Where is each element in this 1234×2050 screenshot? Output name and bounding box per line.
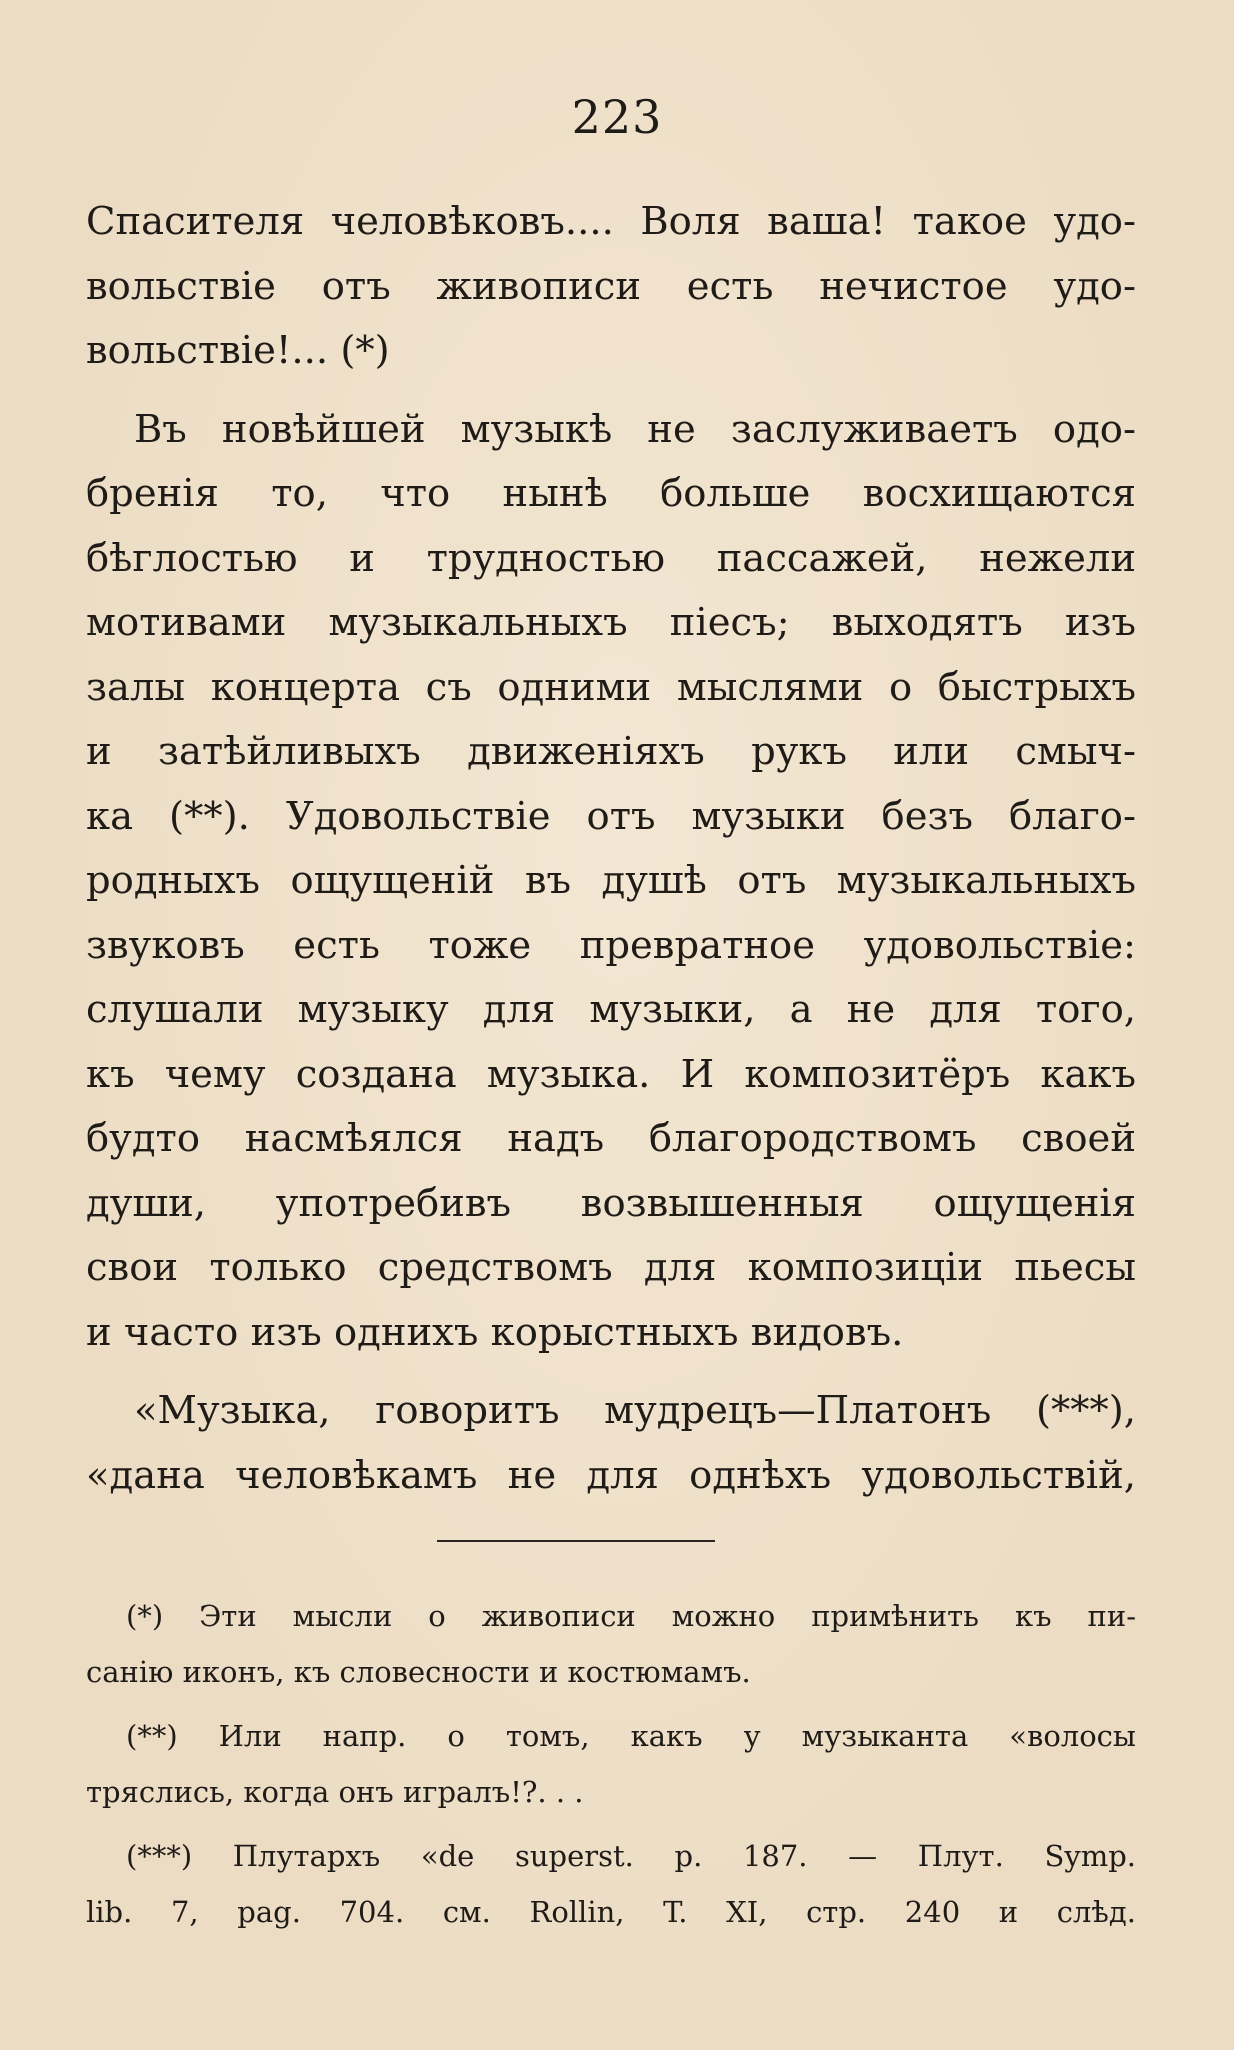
footnote-line: тряслись, когда онъ игралъ!?. . . <box>86 1775 584 1809</box>
page-number: 223 <box>571 90 663 144</box>
text-line: къ чему создана музыка. И композитёръ какъ <box>86 1051 1136 1097</box>
text-line: души, употребивъ возвышенныя ощущенія <box>86 1180 1136 1226</box>
text-line: Въ новѣйшей музыкѣ не заслуживаетъ одо- <box>134 406 1136 452</box>
text-line: мотивами музыкальныхъ піесъ; выходятъ изъ <box>86 600 1136 645</box>
text-line: «Музыка, говоритъ мудрецъ—Платонъ (***), <box>134 1388 1136 1433</box>
text-line: Спасителя человѣковъ.... Воля ваша! такое удо- <box>86 199 1136 244</box>
text-line: ка (**). Удовольствіе отъ музыки безъ благо- <box>86 793 1136 839</box>
footnote-line: (***) Плутархъ «de superst. p. 187. — Плут. Symp. <box>126 1839 1136 1873</box>
footnote-line: lib. 7, pag. 704. см. Rollin, T. XI, стр. 240 и слѣд. <box>86 1895 1136 1929</box>
footnotes-block <box>86 1588 1136 1940</box>
text-line: звуковъ есть тоже превратное удовольствіе: <box>86 922 1136 968</box>
text-line: «дана человѣкамъ не для однѣхъ удовольствій, <box>86 1452 1136 1498</box>
footnote-line: санію иконъ, къ словесности и костюмамъ. <box>86 1655 751 1689</box>
text-line: и часто изъ однихъ корыстныхъ видовъ. <box>86 1309 904 1355</box>
text-line: залы концерта съ одними мыслями о быстрыхъ <box>86 664 1136 710</box>
main-text-block <box>86 190 1136 1508</box>
footnote-line: (**) Или напр. о томъ, какъ у музыканта «волосы <box>126 1719 1136 1753</box>
text-line: бренія то, что нынѣ больше восхищаются <box>86 471 1136 516</box>
text-line: родныхъ ощущеній въ душѣ отъ музыкальныхъ <box>86 858 1136 903</box>
text-line: вольствіе отъ живописи есть нечистое удо- <box>86 263 1136 309</box>
footnote-divider <box>437 1540 715 1542</box>
text-line: будто насмѣялся надъ благородствомъ своей <box>86 1116 1136 1161</box>
text-line: слушали музыку для музыки, а не для того, <box>86 987 1136 1032</box>
text-line: и затѣйливыхъ движеніяхъ рукъ или смыч- <box>86 729 1136 774</box>
text-line: бѣглостью и трудностью пассажей, нежели <box>86 535 1136 581</box>
text-line: свои только средствомъ для композиціи пьесы <box>86 1245 1136 1290</box>
text-line: вольствіе!... (*) <box>86 328 390 373</box>
footnote-line: (*) Эти мысли о живописи можно примѣнить къ пи- <box>126 1599 1136 1633</box>
